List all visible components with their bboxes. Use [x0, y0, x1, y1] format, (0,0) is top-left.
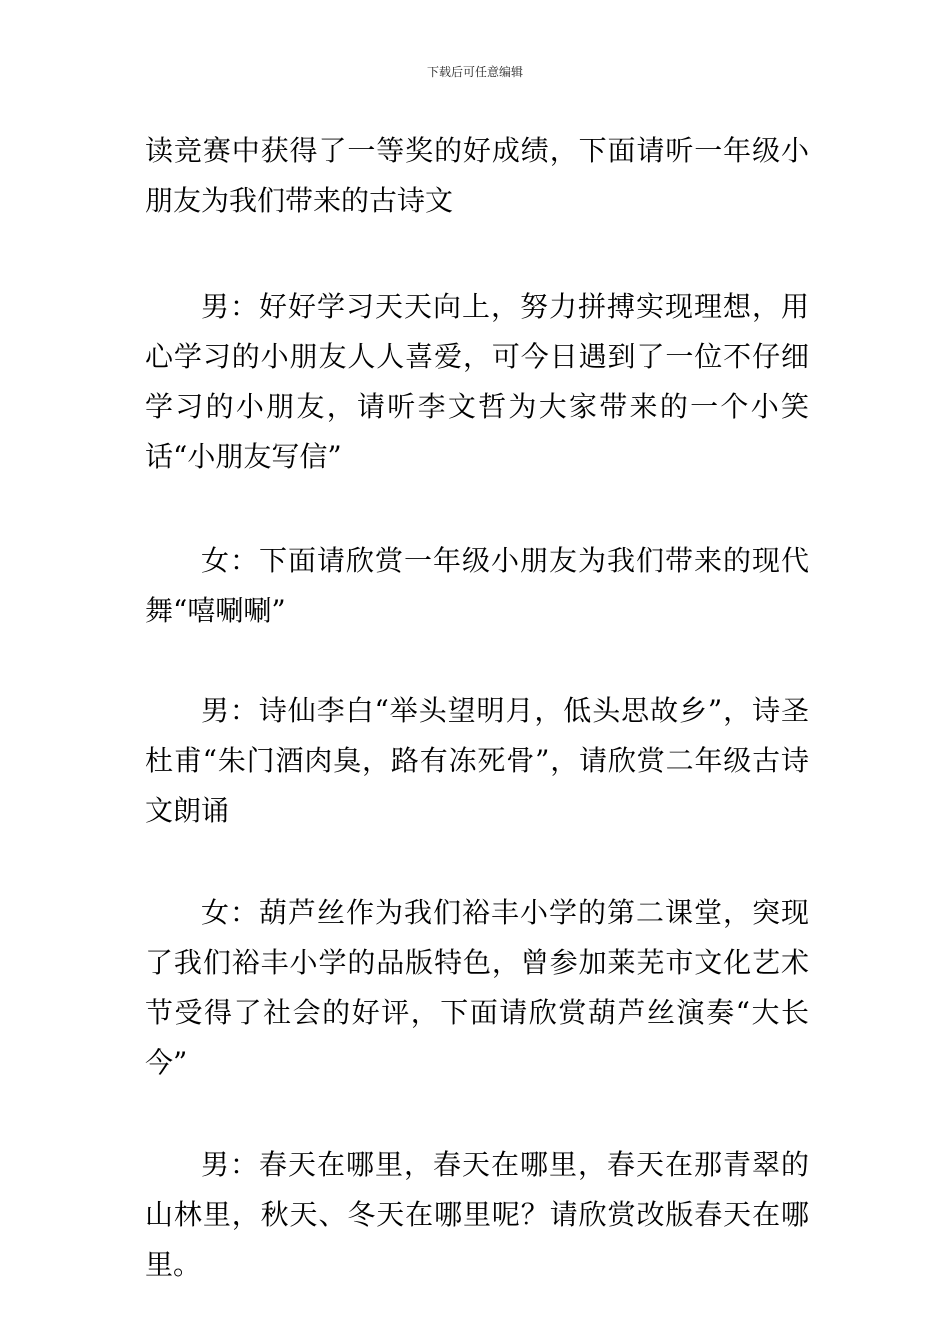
paragraph-female-speaker: 女：下面请欣赏一年级小朋友为我们带来的现代舞“嘻唰唰”: [145, 544, 809, 627]
paragraph-female-speaker: 女：葫芦丝作为我们裕丰小学的第二课堂，突现了我们裕丰小学的品版特色，曾参加莱芜市文化艺术节受得了社会的好评，下面请欣赏葫芦丝演奏“大长今”: [145, 896, 809, 1079]
document-body: [145, 126, 809, 1290]
page-header: 下载后可任意编辑: [426, 65, 523, 79]
paragraph-male-speaker: 男：诗仙李白“举头望明月，低头思故乡”，诗圣杜甫“朱门酒肉臭，路有冻死骨”，请欣赏二年级古诗文朗诵: [145, 694, 809, 827]
paragraph-male-speaker: 男：春天在哪里，春天在哪里，春天在那青翠的山林里，秋天、冬天在哪里呢？请欣赏改版春天在哪里。: [145, 1148, 809, 1281]
paragraph-male-speaker: 男：好好学习天天向上，努力拼搏实现理想，用心学习的小朋友人人喜爱，可今日遇到了一位不仔细学习的小朋友，请听李文哲为大家带来的一个小笑话“小朋友写信”: [145, 290, 809, 473]
paragraph-continued: 读竞赛中获得了一等奖的好成绩，下面请听一年级小朋友为我们带来的古诗文: [145, 134, 809, 217]
